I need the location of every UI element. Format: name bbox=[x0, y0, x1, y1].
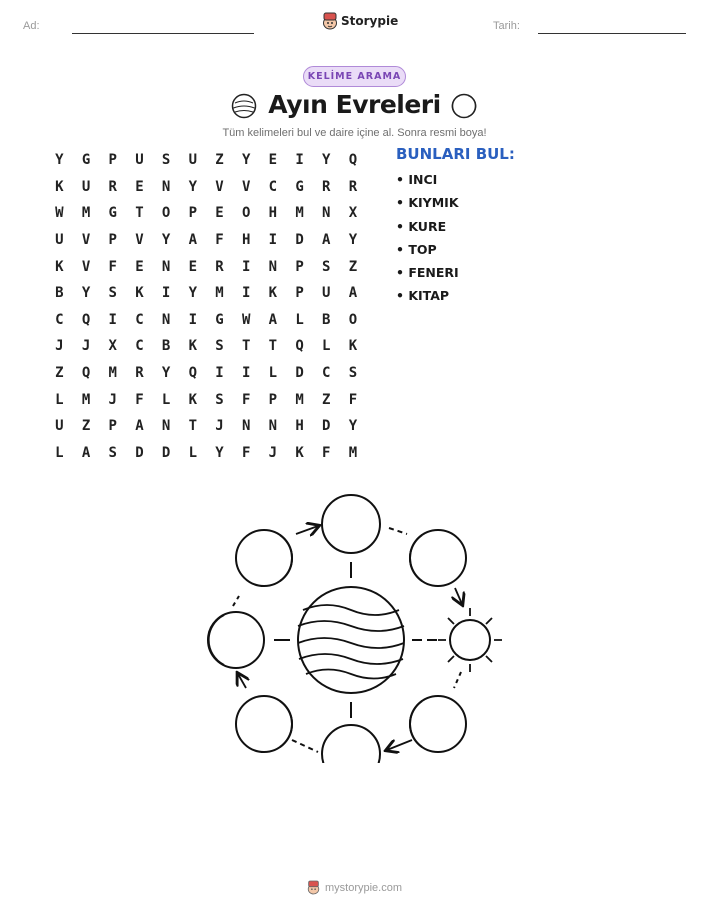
grid-letter[interactable]: Y bbox=[161, 232, 171, 249]
grid-letter[interactable]: I bbox=[241, 258, 251, 275]
grid-letter[interactable]: J bbox=[81, 338, 91, 355]
grid-letter[interactable]: U bbox=[188, 152, 197, 169]
brand-logo bbox=[322, 12, 398, 30]
word-item: • INCI bbox=[396, 172, 438, 187]
grid-letter[interactable]: U bbox=[55, 232, 64, 249]
word-list bbox=[396, 172, 459, 312]
grid-letter[interactable]: X bbox=[108, 338, 117, 355]
grid-letter[interactable]: J bbox=[108, 391, 117, 408]
grid-letter[interactable]: K bbox=[268, 285, 278, 302]
grid-letter[interactable]: P bbox=[108, 152, 117, 169]
grid-letter[interactable]: P bbox=[108, 232, 117, 249]
grid-row bbox=[46, 333, 366, 360]
grid-letter[interactable]: F bbox=[108, 258, 117, 275]
footer-url[interactable]: mystorypie.com bbox=[325, 881, 403, 894]
grid-letter[interactable]: R bbox=[348, 178, 358, 195]
grid-letter[interactable]: Y bbox=[81, 285, 91, 302]
grid-letter[interactable]: V bbox=[241, 178, 251, 195]
grid-letter[interactable]: Q bbox=[295, 338, 304, 355]
grid-letter[interactable]: I bbox=[268, 232, 278, 249]
grid-letter[interactable]: O bbox=[348, 311, 358, 328]
grid-row bbox=[46, 360, 366, 387]
grid-letter[interactable]: Z bbox=[55, 365, 64, 382]
grid-letter[interactable]: M bbox=[81, 205, 91, 222]
grid-row bbox=[46, 253, 366, 280]
grid-letter[interactable]: Y bbox=[188, 178, 197, 195]
grid-row bbox=[46, 413, 366, 440]
grid-letter[interactable]: F bbox=[135, 391, 144, 408]
grid-letter[interactable]: E bbox=[135, 178, 144, 195]
moon-icon bbox=[451, 93, 477, 119]
grid-letter[interactable]: C bbox=[268, 178, 278, 195]
grid-letter[interactable]: R bbox=[322, 178, 331, 195]
grid-letter[interactable]: H bbox=[241, 232, 251, 249]
grid-letter[interactable]: F bbox=[241, 391, 251, 408]
moon-icon bbox=[236, 696, 292, 752]
grid-letter[interactable]: T bbox=[268, 338, 278, 355]
grid-letter[interactable]: K bbox=[188, 338, 197, 355]
word-item: • KURE bbox=[396, 218, 447, 234]
grid-letter[interactable]: V bbox=[215, 178, 224, 195]
grid-letter[interactable]: D bbox=[135, 444, 144, 461]
grid-letter[interactable]: L bbox=[322, 338, 331, 355]
grid-letter[interactable]: Y bbox=[348, 232, 358, 249]
grid-letter[interactable]: N bbox=[241, 418, 251, 435]
moon-icon bbox=[208, 612, 264, 668]
grid-letter[interactable]: M bbox=[295, 391, 304, 408]
grid-letter[interactable]: I bbox=[161, 285, 171, 302]
instructions: Tüm kelimeleri bul ve daire içine al. Sonra resmi boya! bbox=[222, 127, 487, 139]
kelime-arama-badge: KELİME ARAMA bbox=[303, 66, 406, 87]
grid-letter[interactable]: I bbox=[108, 311, 117, 328]
moon-icon bbox=[410, 530, 466, 586]
grid-letter[interactable]: L bbox=[55, 444, 64, 461]
grid-letter[interactable]: N bbox=[161, 258, 171, 275]
grid-letter[interactable]: Z bbox=[322, 391, 331, 408]
grid-letter[interactable]: M bbox=[108, 365, 117, 382]
grid-letter[interactable]: P bbox=[188, 205, 197, 222]
find-list-title: BUNLARI BUL: bbox=[396, 145, 515, 163]
grid-letter[interactable]: J bbox=[55, 338, 64, 355]
grid-letter[interactable]: N bbox=[322, 205, 331, 222]
grid-letter[interactable]: C bbox=[322, 365, 331, 382]
grid-letter[interactable]: S bbox=[215, 391, 224, 408]
grid-letter[interactable]: G bbox=[81, 152, 91, 169]
grid-letter[interactable]: T bbox=[241, 338, 251, 355]
grid-letter[interactable]: N bbox=[161, 311, 171, 328]
grid-letter[interactable]: Y bbox=[348, 418, 358, 435]
grid-letter[interactable]: B bbox=[55, 285, 64, 302]
grid-letter[interactable]: O bbox=[241, 205, 251, 222]
grid-letter[interactable]: L bbox=[161, 391, 171, 408]
storypie-logo-icon bbox=[307, 880, 320, 895]
grid-letter[interactable]: D bbox=[322, 418, 331, 435]
grid-letter[interactable]: C bbox=[135, 311, 144, 328]
grid-letter[interactable]: C bbox=[135, 338, 144, 355]
grid-letter[interactable]: B bbox=[161, 338, 171, 355]
moon-icon bbox=[322, 495, 380, 553]
grid-letter[interactable]: P bbox=[295, 285, 304, 302]
word-item: • TOP bbox=[396, 241, 437, 257]
grid-letter[interactable]: K bbox=[188, 391, 197, 408]
grid-letter[interactable]: L bbox=[55, 391, 64, 408]
grid-letter[interactable]: J bbox=[268, 444, 278, 461]
grid-letter[interactable]: V bbox=[81, 258, 91, 275]
grid-letter[interactable]: K bbox=[55, 178, 64, 195]
grid-letter[interactable]: A bbox=[135, 418, 144, 435]
grid-letter[interactable]: W bbox=[241, 311, 251, 328]
grid-letter[interactable]: I bbox=[241, 365, 251, 382]
moon-icon bbox=[410, 696, 466, 752]
grid-letter[interactable]: Y bbox=[188, 285, 197, 302]
grid-letter[interactable]: E bbox=[188, 258, 197, 275]
grid-letter[interactable]: Y bbox=[161, 365, 171, 382]
earth-icon bbox=[298, 587, 404, 693]
grid-letter[interactable]: M bbox=[295, 205, 304, 222]
grid-letter[interactable]: M bbox=[81, 391, 91, 408]
grid-row bbox=[46, 440, 366, 467]
grid-letter[interactable]: L bbox=[188, 444, 197, 461]
word-search-grid[interactable] bbox=[46, 147, 366, 466]
grid-letter[interactable]: I bbox=[295, 152, 304, 169]
grid-letter[interactable]: S bbox=[215, 338, 224, 355]
grid-letter[interactable]: O bbox=[161, 205, 171, 222]
grid-letter[interactable]: T bbox=[135, 205, 144, 222]
grid-letter[interactable]: V bbox=[81, 232, 91, 249]
date-line bbox=[538, 33, 686, 34]
grid-letter[interactable]: K bbox=[135, 285, 144, 302]
grid-letter[interactable]: R bbox=[135, 365, 144, 382]
grid-letter[interactable]: J bbox=[215, 418, 224, 435]
footer bbox=[307, 880, 402, 895]
grid-letter[interactable]: L bbox=[268, 365, 278, 382]
name-line bbox=[72, 33, 254, 34]
grid-letter[interactable]: L bbox=[295, 311, 304, 328]
grid-letter[interactable]: F bbox=[241, 444, 251, 461]
grid-letter[interactable]: Y bbox=[241, 152, 251, 169]
grid-row bbox=[46, 147, 366, 174]
grid-letter[interactable]: M bbox=[348, 444, 358, 461]
grid-letter[interactable]: E bbox=[135, 258, 144, 275]
grid-letter[interactable]: E bbox=[215, 205, 224, 222]
date-label: Tarih: bbox=[493, 20, 520, 32]
grid-row bbox=[46, 386, 366, 413]
moon-phases-illustration bbox=[200, 488, 510, 763]
grid-letter[interactable]: W bbox=[55, 205, 64, 222]
moon-icon bbox=[322, 725, 380, 763]
grid-letter[interactable]: Q bbox=[81, 365, 91, 382]
word-item: • KITAP bbox=[396, 288, 450, 304]
grid-letter[interactable]: K bbox=[55, 258, 64, 275]
storypie-logo-icon bbox=[322, 12, 338, 30]
grid-letter[interactable]: D bbox=[295, 232, 304, 249]
brand-name: Storypie bbox=[341, 14, 399, 28]
grid-letter[interactable]: Y bbox=[322, 152, 331, 169]
grid-letter[interactable]: M bbox=[215, 285, 224, 302]
grid-letter[interactable]: X bbox=[348, 205, 358, 222]
grid-letter[interactable]: Q bbox=[348, 152, 358, 169]
grid-letter[interactable]: N bbox=[161, 178, 171, 195]
grid-letter[interactable]: S bbox=[108, 444, 117, 461]
grid-letter[interactable]: S bbox=[348, 365, 358, 382]
grid-letter[interactable]: A bbox=[268, 311, 278, 328]
grid-letter[interactable]: Z bbox=[215, 152, 224, 169]
grid-letter[interactable]: I bbox=[188, 311, 197, 328]
grid-letter[interactable]: Y bbox=[55, 152, 64, 169]
grid-letter[interactable]: P bbox=[108, 418, 117, 435]
grid-row bbox=[46, 280, 366, 307]
grid-letter[interactable]: T bbox=[188, 418, 197, 435]
grid-letter[interactable]: A bbox=[348, 285, 358, 302]
grid-letter[interactable]: F bbox=[348, 391, 358, 408]
grid-letter[interactable]: N bbox=[161, 418, 171, 435]
grid-letter[interactable]: S bbox=[108, 285, 117, 302]
grid-letter[interactable]: K bbox=[348, 338, 358, 355]
grid-letter[interactable]: G bbox=[108, 205, 117, 222]
grid-letter[interactable]: D bbox=[161, 444, 171, 461]
grid-letter[interactable]: F bbox=[322, 444, 331, 461]
grid-letter[interactable]: B bbox=[322, 311, 331, 328]
page-title: Ayın Evreleri bbox=[268, 90, 441, 119]
grid-letter[interactable]: D bbox=[295, 365, 304, 382]
grid-letter[interactable]: Y bbox=[215, 444, 224, 461]
grid-row bbox=[46, 307, 366, 334]
grid-letter[interactable]: G bbox=[295, 178, 304, 195]
grid-letter[interactable]: S bbox=[322, 258, 331, 275]
grid-letter[interactable]: V bbox=[135, 232, 144, 249]
grid-letter[interactable]: N bbox=[268, 258, 278, 275]
grid-letter[interactable]: A bbox=[81, 444, 91, 461]
grid-row bbox=[46, 227, 366, 254]
grid-letter[interactable]: G bbox=[215, 311, 224, 328]
grid-letter[interactable]: A bbox=[322, 232, 331, 249]
grid-letter[interactable]: Z bbox=[81, 418, 91, 435]
grid-letter[interactable]: H bbox=[268, 205, 278, 222]
grid-letter[interactable]: H bbox=[295, 418, 304, 435]
name-label: Ad: bbox=[23, 20, 40, 32]
grid-row bbox=[46, 174, 366, 201]
grid-letter[interactable]: Q bbox=[81, 311, 91, 328]
grid-letter[interactable]: I bbox=[215, 365, 224, 382]
grid-letter[interactable]: P bbox=[268, 391, 278, 408]
word-item: • FENERI bbox=[396, 265, 459, 281]
grid-letter[interactable]: I bbox=[241, 285, 251, 302]
sun-icon bbox=[438, 608, 502, 672]
grid-letter[interactable]: U bbox=[55, 418, 64, 435]
grid-letter[interactable]: Z bbox=[348, 258, 358, 275]
word-item: • KIYMIK bbox=[396, 195, 459, 211]
grid-letter[interactable]: R bbox=[215, 258, 224, 275]
grid-letter[interactable]: U bbox=[135, 152, 144, 169]
grid-letter[interactable]: K bbox=[295, 444, 304, 461]
grid-letter[interactable]: P bbox=[295, 258, 304, 275]
grid-letter[interactable]: N bbox=[268, 418, 278, 435]
grid-letter[interactable]: R bbox=[108, 178, 117, 195]
grid-letter[interactable]: U bbox=[81, 178, 91, 195]
grid-letter[interactable]: C bbox=[55, 311, 64, 328]
grid-letter[interactable]: U bbox=[322, 285, 331, 302]
grid-letter[interactable]: S bbox=[161, 152, 171, 169]
grid-letter[interactable]: A bbox=[188, 232, 197, 249]
moon-icon bbox=[236, 530, 292, 586]
grid-letter[interactable]: Q bbox=[188, 365, 197, 382]
grid-row bbox=[46, 200, 366, 227]
grid-letter[interactable]: F bbox=[215, 232, 224, 249]
grid-letter[interactable]: E bbox=[268, 152, 278, 169]
